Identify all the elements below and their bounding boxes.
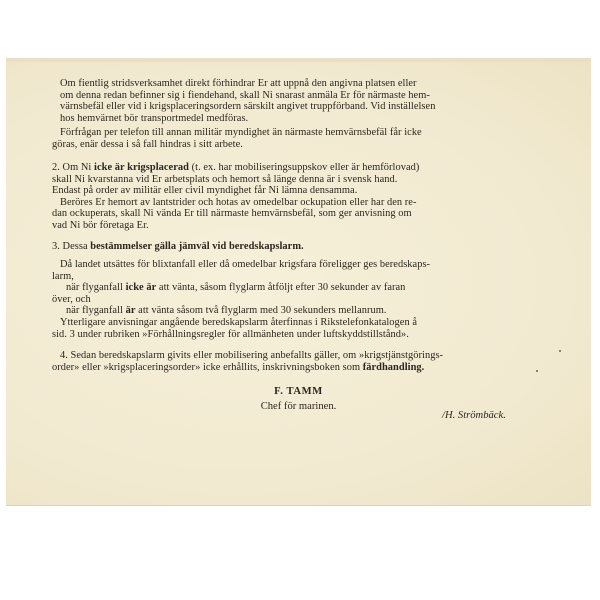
text-line: 3. Dessa bestämmelser gälla jämväl vid beredskapslarm.	[52, 241, 304, 252]
bold-phrase: färdhandling.	[362, 361, 425, 373]
text-line: Beröres Er hemort av lantstrider och hotas av omedelbar ockupation eller har den re-	[60, 196, 417, 208]
text-line: hos hemvärnet bör transportmedel medföras.	[60, 112, 249, 124]
card-surface	[6, 58, 591, 505]
text-line: om denna redan befinner sig i fiendehand, skall Ni snarast anmäla Er för närmaste hem-	[60, 89, 430, 101]
text-line: skall Ni kvarstanna vid Er arbetsplats och hemort så länge denna är i svensk hand.	[52, 173, 398, 185]
document-card	[6, 58, 591, 505]
text-line: 4. Sedan beredskapslarm givits eller mobilisering anbefallts gäller, om »krigstjänstgörings-	[60, 350, 444, 361]
section-2-not-placed	[52, 162, 559, 232]
bold-phrase: är	[125, 305, 136, 317]
scan-edge	[6, 505, 591, 506]
bold-phrase: icke är	[125, 282, 157, 294]
text-line: vad Ni bör företaga Er.	[52, 219, 149, 231]
text-line: över, och	[52, 293, 91, 305]
print-speck	[559, 350, 561, 352]
text-line: Om fientlig stridsverksamhet direkt förhindrar Er att uppnå den angivna platsen eller	[60, 78, 417, 89]
text-line: sid. 3 under rubriken »Förhållningsregler för allmänheten under luftskyddstillstånd».	[52, 328, 409, 340]
signatory-title: Chef för marinen.	[260, 401, 337, 412]
text-line: 2. Om Ni icke är krigsplacerad (t. ex. har mobiliseringsuppskov eller är hemförlovad)	[52, 162, 420, 173]
print-speck	[536, 370, 538, 372]
text-line: dan ockuperats, skall Ni vända Er till närmaste hemvärnsbefäl, som ger anvisning om	[52, 208, 412, 220]
text-line: larm,	[52, 270, 74, 282]
countersignature: /H. Strömbäck.	[442, 410, 506, 421]
text-line: göras, enär dessa i så fall hindras i sitt arbete.	[52, 138, 243, 150]
section-3-body	[52, 259, 559, 340]
bold-phrase: bestämmelser gälla jämväl vid beredskapslarm.	[90, 241, 304, 252]
text-line: Endast på order av militär eller civil myndighet får Ni lämna densamma.	[52, 185, 358, 197]
section-4-registration-book	[52, 350, 559, 373]
text-line: när flyganfall icke är att vänta, såsom flyglarm åtföljt efter 30 sekunder av faran	[66, 282, 406, 294]
text-line: Ytterligare anvisningar angående beredskapslarm återfinnas i Rikstelefonkatalogen å	[60, 316, 418, 328]
text-line: värnsbefäl eller vid i krigsplaceringsordern särskilt angivet truppförband. Vid inställelsen	[60, 101, 436, 113]
section-3-heading	[52, 241, 559, 253]
text-line: Förfrågan per telefon till annan militär myndighet än närmaste hemvärnsbefäl får icke	[60, 127, 422, 138]
signatory-name: F. TAMM	[274, 386, 323, 397]
text-line: Då landet utsättes för blixtanfall eller då omedelbar krigsfara föreligger ges beredskaps-	[60, 259, 431, 270]
text-line: när flyganfall är att vänta såsom två flyglarm med 30 sekunders mellanrum.	[66, 305, 387, 317]
text-line: order» eller »krigsplaceringsorder» icke erhållits, inskrivningsboken som färdhandling.	[52, 361, 425, 373]
card-top-edge	[6, 58, 591, 62]
bold-phrase: icke är krigsplacerad	[94, 162, 189, 173]
paragraph-phone-inquiry	[52, 127, 559, 150]
paragraph-hostile-activity	[52, 78, 559, 124]
